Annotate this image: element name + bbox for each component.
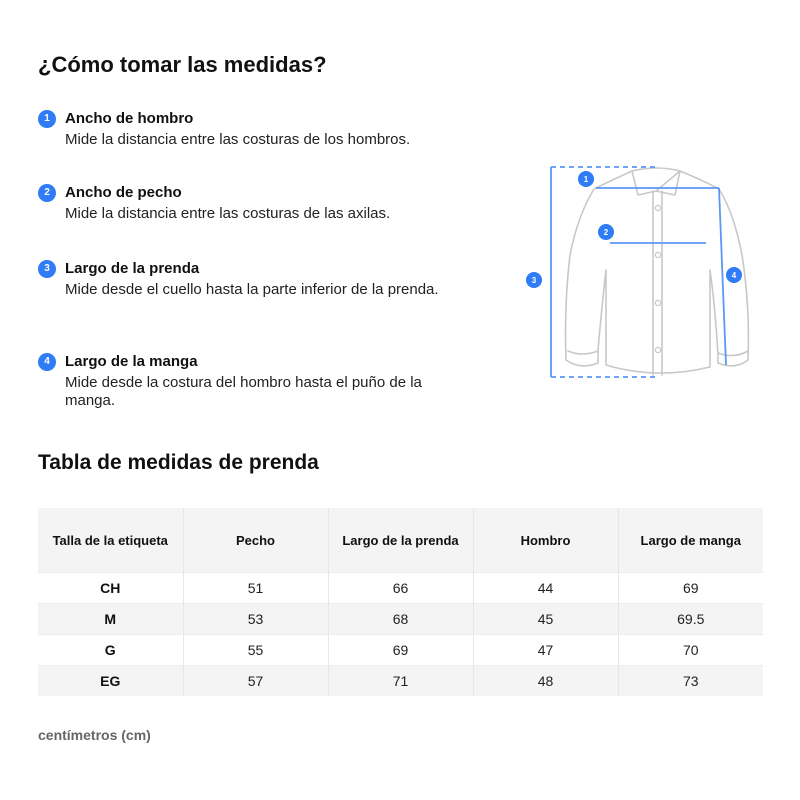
chest-cell: 57 xyxy=(183,666,328,697)
step-shoulder-width xyxy=(38,109,458,149)
how-to-measure-title: ¿Cómo tomar las medidas? xyxy=(38,52,327,77)
step-garment-length xyxy=(38,259,458,299)
header-chest: Pecho xyxy=(183,508,328,573)
step-number-badge: 2 xyxy=(38,184,56,202)
chest-cell: 51 xyxy=(183,573,328,604)
size-cell: G xyxy=(38,635,183,666)
table-row xyxy=(38,604,763,635)
diagram-label-2: 2 xyxy=(603,228,609,237)
header-size-label: Talla de la etiqueta xyxy=(38,508,183,573)
shirt-outline-icon xyxy=(520,155,760,390)
diagram-label-3: 3 xyxy=(531,276,537,285)
header-sleeve-length: Largo de manga xyxy=(618,508,763,573)
chest-cell: 53 xyxy=(183,604,328,635)
step-sleeve-length xyxy=(38,352,458,410)
table-row xyxy=(38,635,763,666)
header-garment-length: Largo de la prenda xyxy=(328,508,473,573)
diagram-label-4: 4 xyxy=(731,271,737,280)
table-header-row xyxy=(38,508,763,573)
step-title: Largo de la manga xyxy=(65,353,198,370)
step-title: Largo de la prenda xyxy=(65,260,200,277)
sleeve-length-cell: 73 xyxy=(618,666,763,697)
table-row xyxy=(38,666,763,697)
shirt-measurement-diagram xyxy=(520,155,760,390)
unit-note: centímetros (cm) xyxy=(38,727,151,743)
garment-length-cell: 66 xyxy=(328,573,473,604)
garment-length-cell: 71 xyxy=(328,666,473,697)
size-cell: CH xyxy=(38,573,183,604)
table-row xyxy=(38,573,763,604)
sleeve-length-cell: 69 xyxy=(618,573,763,604)
step-number-badge: 3 xyxy=(38,260,56,278)
garment-length-cell: 69 xyxy=(328,635,473,666)
step-description: Mide desde la costura del hombro hasta el puño de la manga. xyxy=(65,374,422,409)
sleeve-length-cell: 70 xyxy=(618,635,763,666)
size-cell: M xyxy=(38,604,183,635)
chest-cell: 55 xyxy=(183,635,328,666)
shoulder-cell: 47 xyxy=(473,635,618,666)
step-description: Mide desde el cuello hasta la parte inferior de la prenda. xyxy=(65,281,439,298)
step-number-badge: 1 xyxy=(38,110,56,128)
shoulder-cell: 45 xyxy=(473,604,618,635)
step-title: Ancho de hombro xyxy=(65,110,194,127)
size-chart-table xyxy=(38,508,763,696)
garment-length-cell: 68 xyxy=(328,604,473,635)
size-cell: EG xyxy=(38,666,183,697)
header-shoulder: Hombro xyxy=(473,508,618,573)
diagram-label-1: 1 xyxy=(583,175,589,184)
step-description: Mide la distancia entre las costuras de las axilas. xyxy=(65,205,391,222)
shoulder-cell: 44 xyxy=(473,573,618,604)
shoulder-cell: 48 xyxy=(473,666,618,697)
step-title: Ancho de pecho xyxy=(65,184,182,201)
step-description: Mide la distancia entre las costuras de los hombros. xyxy=(65,131,411,148)
step-number-badge: 4 xyxy=(38,353,56,371)
step-chest-width xyxy=(38,183,458,223)
sleeve-length-cell: 69.5 xyxy=(618,604,763,635)
size-table-title: Tabla de medidas de prenda xyxy=(38,451,319,474)
